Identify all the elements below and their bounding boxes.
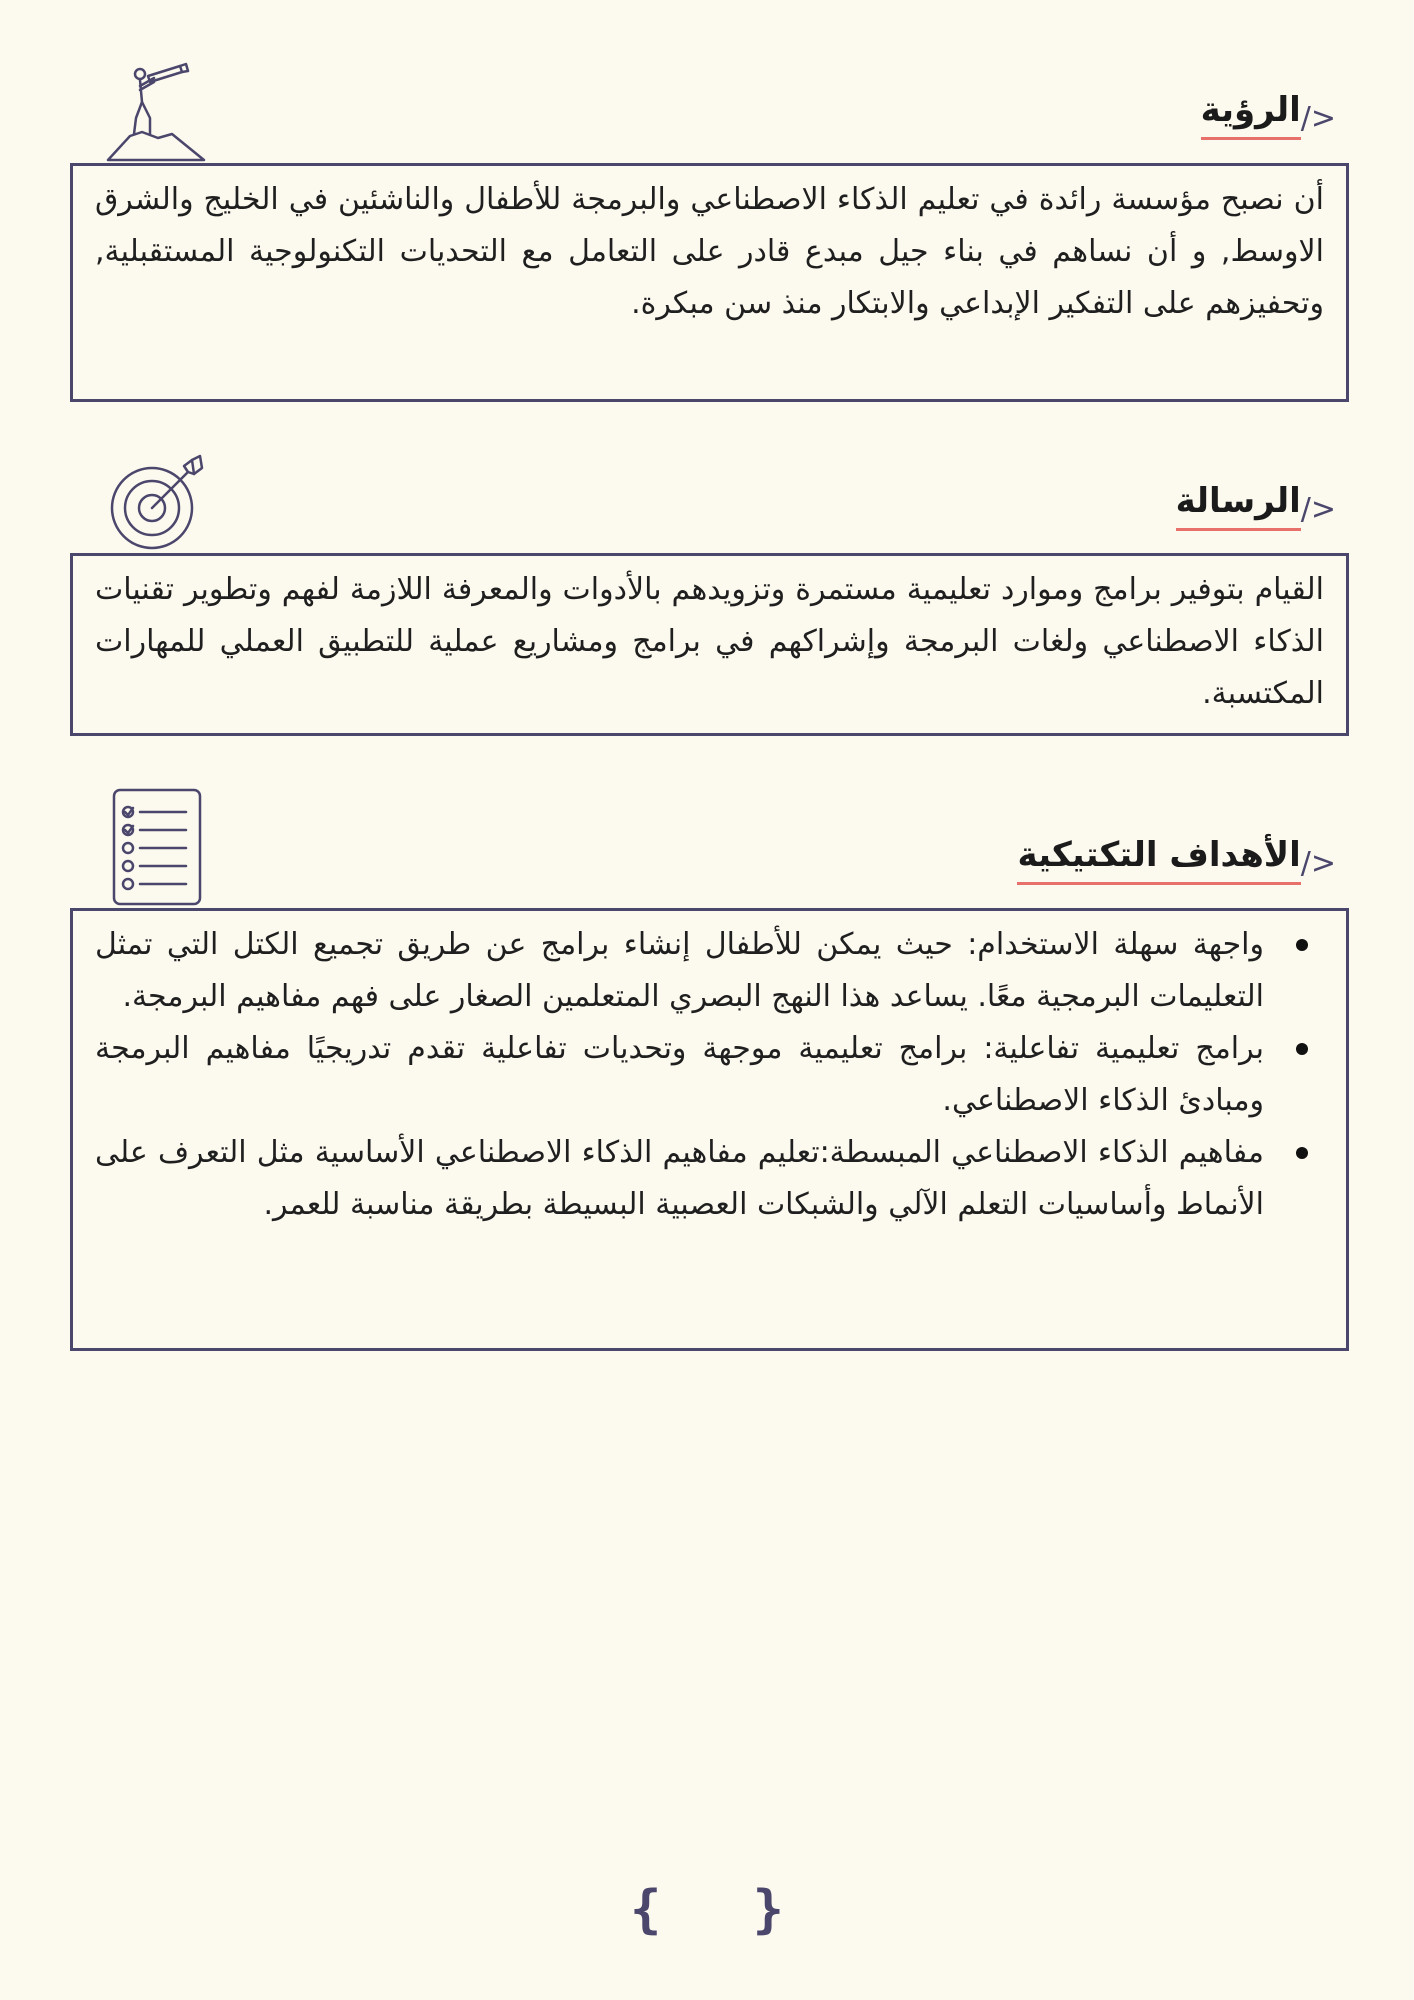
vision-text: أن نصبح مؤسسة رائدة في تعليم الذكاء الاصطناعي والبرمجة للأطفال والناشئين في الخليج والشرق الاوسط, و أن نساهم في بناء جيل مبدع قادر على التعامل مع التحديات التكنولوجية المستقبلية, وتحفيزهم على التفكير الإبداعي والابتكار منذ سن مبكرة. bbox=[95, 182, 1324, 321]
code-slash-icon: /> bbox=[1300, 845, 1336, 881]
code-slash-icon: /> bbox=[1300, 491, 1336, 527]
vision-box bbox=[70, 163, 1349, 402]
footer-braces bbox=[0, 1880, 1414, 1940]
list-item: واجهة سهلة الاستخدام: حيث يمكن للأطفال إنشاء برامج عن طريق تجميع الكتل التي تمثل التعليمات البرمجية معًا. يساعد هذا النهج البصري المتعلمين الصغار على فهم مفاهيم البرمجة. bbox=[95, 919, 1264, 1023]
left-brace: { bbox=[630, 1880, 662, 1940]
right-brace: } bbox=[752, 1880, 784, 1940]
mission-heading bbox=[1176, 481, 1344, 531]
mission-title: الرسالة bbox=[1176, 481, 1301, 531]
checklist-icon bbox=[110, 786, 205, 908]
vision-heading bbox=[1201, 90, 1344, 140]
list-item: برامج تعليمية تفاعلية: برامج تعليمية موجهة وتحديات تفاعلية تقدم تدريجيًا مفاهيم البرمجة ومبادئ الذكاء الاصطناعي. bbox=[95, 1023, 1264, 1127]
tactical-goals-box bbox=[70, 908, 1349, 1351]
list-item: مفاهيم الذكاء الاصطناعي المبسطة:تعليم مفاهيم الذكاء الاصطناعي الأساسية مثل التعرف على الأنماط وأساسيات التعلم الآلي والشبكات العصبية البسيطة بطريقة مناسبة للعمر. bbox=[95, 1127, 1264, 1231]
target-arrow-icon bbox=[100, 454, 210, 554]
vision-title: الرؤية bbox=[1201, 90, 1301, 140]
tactical-goals-heading bbox=[1017, 835, 1344, 885]
code-slash-icon: /> bbox=[1300, 100, 1336, 136]
tactical-goals-list bbox=[95, 919, 1324, 1231]
tactical-goals-title: الأهداف التكتيكية bbox=[1017, 835, 1300, 885]
mission-text: القيام بتوفير برامج وموارد تعليمية مستمرة وتزويدهم بالأدوات والمعرفة اللازمة لفهم وتطوير تقنيات الذكاء الاصطناعي ولغات البرمجة وإشراكهم في برامج ومشاريع عملية للتطبيق العملي للمهارات المكتسبة. bbox=[95, 572, 1324, 711]
mission-box bbox=[70, 553, 1349, 736]
telescope-person-icon bbox=[100, 62, 210, 162]
